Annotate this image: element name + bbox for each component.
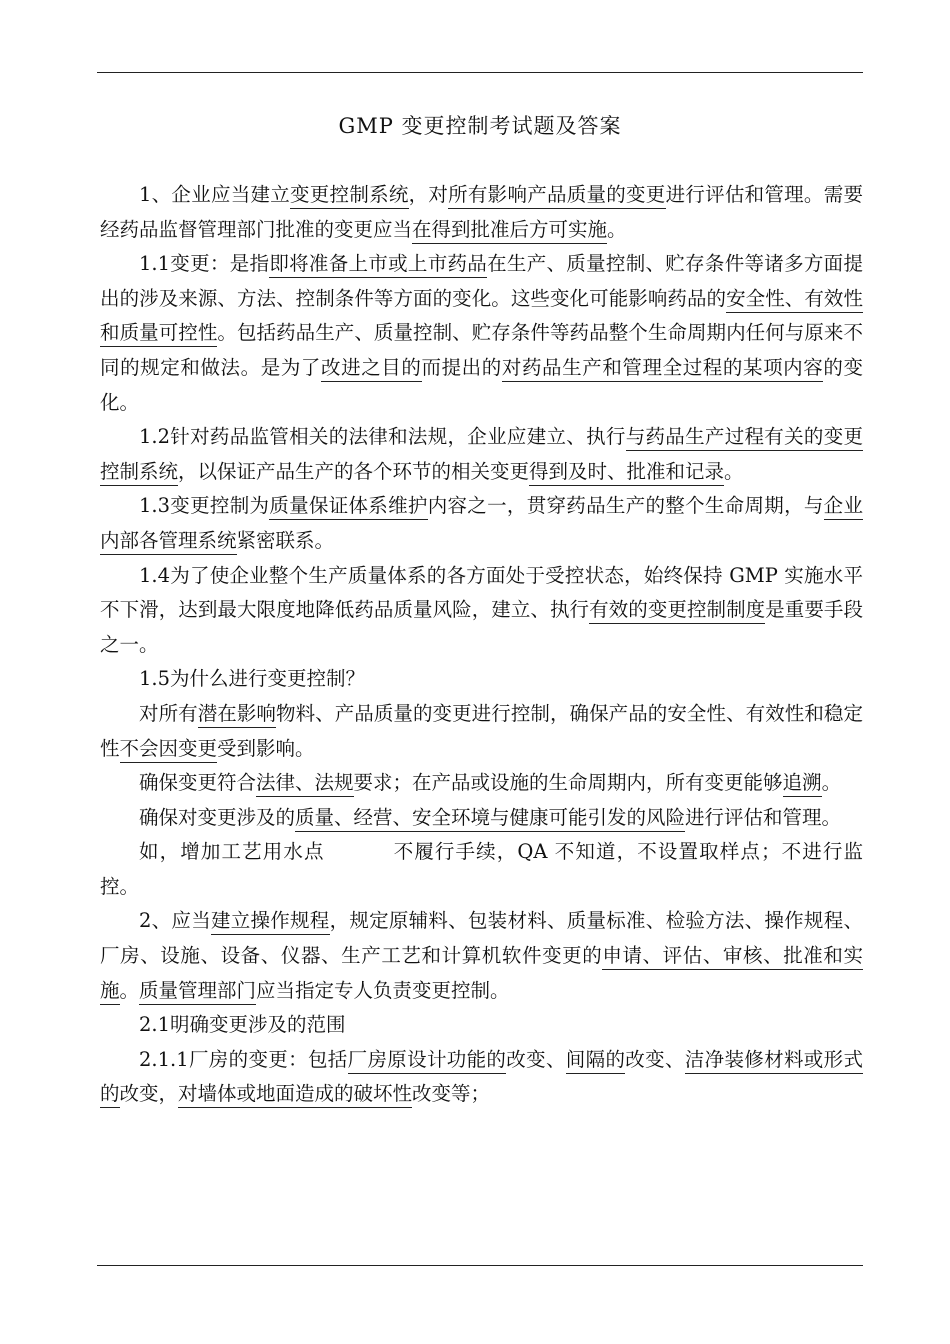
text-segment: 改变等； <box>412 1082 491 1106</box>
underlined-text: 质量管理部门 <box>139 979 256 1005</box>
underlined-text: 有效的变更控制制度 <box>589 598 765 624</box>
paragraph <box>100 559 863 663</box>
underlined-text: 即将准备上市或上市药品 <box>269 252 487 278</box>
text-segment: 是重要手段之一。 <box>100 598 863 656</box>
text-segment: 不履行手续，QA 不知道，不设置取样点；不进行监控。 <box>100 840 863 898</box>
underlined-text: 与药品生产过程有关的变更控制系统 <box>100 425 863 486</box>
document-body <box>100 178 863 1112</box>
text-segment: 改变、 <box>625 1047 685 1071</box>
text-segment: 2.1.1厂房的变更：包括 <box>139 1047 348 1071</box>
underlined-text: 对药品生产和管理全过程的某项内容 <box>502 356 823 382</box>
text-segment: 应当指定专人负责变更控制。 <box>256 978 510 1002</box>
text-segment: 在生产、质量控制、贮存条件等诸多方面提出的涉及来源、方法、控制条件等方面的变化。这些变化可能影响药品的 <box>100 252 863 310</box>
underlined-text: 申请、评估、审核、批准和实施 <box>100 944 863 1005</box>
text-segment: 进行评估和管理。需要经药品监督管理部门批准的变更应当 <box>100 183 863 241</box>
text-segment: 改变， <box>119 1082 179 1106</box>
header-rule <box>97 72 863 73</box>
paragraph <box>100 1008 863 1043</box>
underlined-text: 所有影响产品质量的变更 <box>448 183 665 209</box>
text-segment: 2、应当 <box>139 909 211 933</box>
text-segment: 。包括药品生产、质量控制、贮存条件等药品整个生命周期内任何与原来不同的规定和做法。是为了 <box>100 321 863 379</box>
text-segment: 改变、 <box>506 1047 566 1071</box>
text-segment: 而提出的 <box>421 355 502 379</box>
underlined-text: 间隔的 <box>566 1048 626 1074</box>
underlined-text: 质量、经营、安全环境与健康可能引发的风险 <box>295 806 685 832</box>
text-segment: 1.5为什么进行变更控制？ <box>139 667 366 691</box>
paragraph <box>100 178 863 247</box>
footer-rule <box>97 1265 863 1266</box>
paragraph <box>100 904 863 1008</box>
paragraph <box>100 766 863 801</box>
text-segment: 。 <box>724 459 744 483</box>
paragraph <box>100 247 863 420</box>
paragraph <box>100 662 863 697</box>
underlined-text: 建立操作规程 <box>211 909 330 935</box>
underlined-text: 得到及时、批准和记录 <box>529 460 724 486</box>
underlined-text: 潜在影响 <box>198 702 276 728</box>
underlined-text: 企业内部各管理系统 <box>100 494 863 555</box>
underlined-text: 改进之目的 <box>321 356 421 382</box>
text-segment: ，对 <box>408 183 449 206</box>
text-segment: ，以保证产品生产的各个环节的相关变更 <box>178 459 530 483</box>
text-segment: 进行评估和管理。 <box>685 805 842 829</box>
text-segment: 1、企业应当建立 <box>139 183 291 206</box>
text-segment: 。 <box>821 771 842 795</box>
document-title: GMP 变更控制考试题及答案 <box>338 114 622 138</box>
text-segment: 要求；在产品或设施的生命周期内，所有变更能够 <box>353 771 783 795</box>
text-segment: 。 <box>607 217 627 241</box>
text-segment: 内容之一，贯穿药品生产的整个生命周期，与 <box>427 494 824 518</box>
underlined-text: 在得到批准后方可实施 <box>412 218 607 244</box>
text-segment: 紧密联系。 <box>236 528 335 552</box>
text-segment: 确保变更符合 <box>139 771 257 795</box>
text-segment: ，规定原辅料、包装材料、质量标准、检验方法、操作规程、厂房、设施、设备、仪器、生产工艺和计算机软件变更的 <box>100 909 863 968</box>
text-segment: 对所有 <box>139 701 198 725</box>
text-segment: 受到影响。 <box>217 736 315 760</box>
paragraph <box>100 801 863 836</box>
underlined-text: 质量保证体系维护 <box>269 494 427 520</box>
paragraph <box>100 697 863 766</box>
text-segment: 1.1变更：是指 <box>139 252 270 276</box>
paragraph <box>100 1043 863 1112</box>
paragraph <box>100 420 863 489</box>
text-segment: 。 <box>119 978 140 1002</box>
text-segment: 1.2针对药品监管相关的法律和法规，企业应建立、执行 <box>139 425 626 449</box>
text-segment: 2.1明确变更涉及的范围 <box>139 1013 346 1037</box>
paragraph <box>100 489 863 558</box>
underlined-text: 变更控制系统 <box>290 183 409 209</box>
text-segment: 的变化。 <box>100 355 863 414</box>
text-segment: 1.3变更控制为 <box>139 494 270 518</box>
underlined-text: 追溯 <box>783 771 822 797</box>
paragraph <box>100 835 863 904</box>
underlined-text: 洁净装修材料或形式的 <box>100 1048 863 1109</box>
underlined-text: 安全性、有效性和质量可控性 <box>100 287 863 348</box>
underlined-text: 对墙体或地面造成的破坏性 <box>178 1082 412 1108</box>
text-segment: 如，增加工艺用水点 <box>139 840 325 864</box>
text-segment: 确保对变更涉及的 <box>139 805 296 829</box>
underlined-text: 法律、法规 <box>256 771 354 797</box>
text-segment: 1.4为了使企业整个生产质量体系的各方面处于受控状态，始终保持 GMP 实施水平不下滑，达到最大限度地降低药品质量风险，建立、执行 <box>100 563 863 622</box>
underlined-text: 厂房原设计功能的 <box>348 1048 507 1074</box>
underlined-text: 不会因变更 <box>120 737 218 763</box>
text-segment: 物料、产品质量的变更进行控制，确保产品的安全性、有效性和稳定性 <box>100 701 863 760</box>
